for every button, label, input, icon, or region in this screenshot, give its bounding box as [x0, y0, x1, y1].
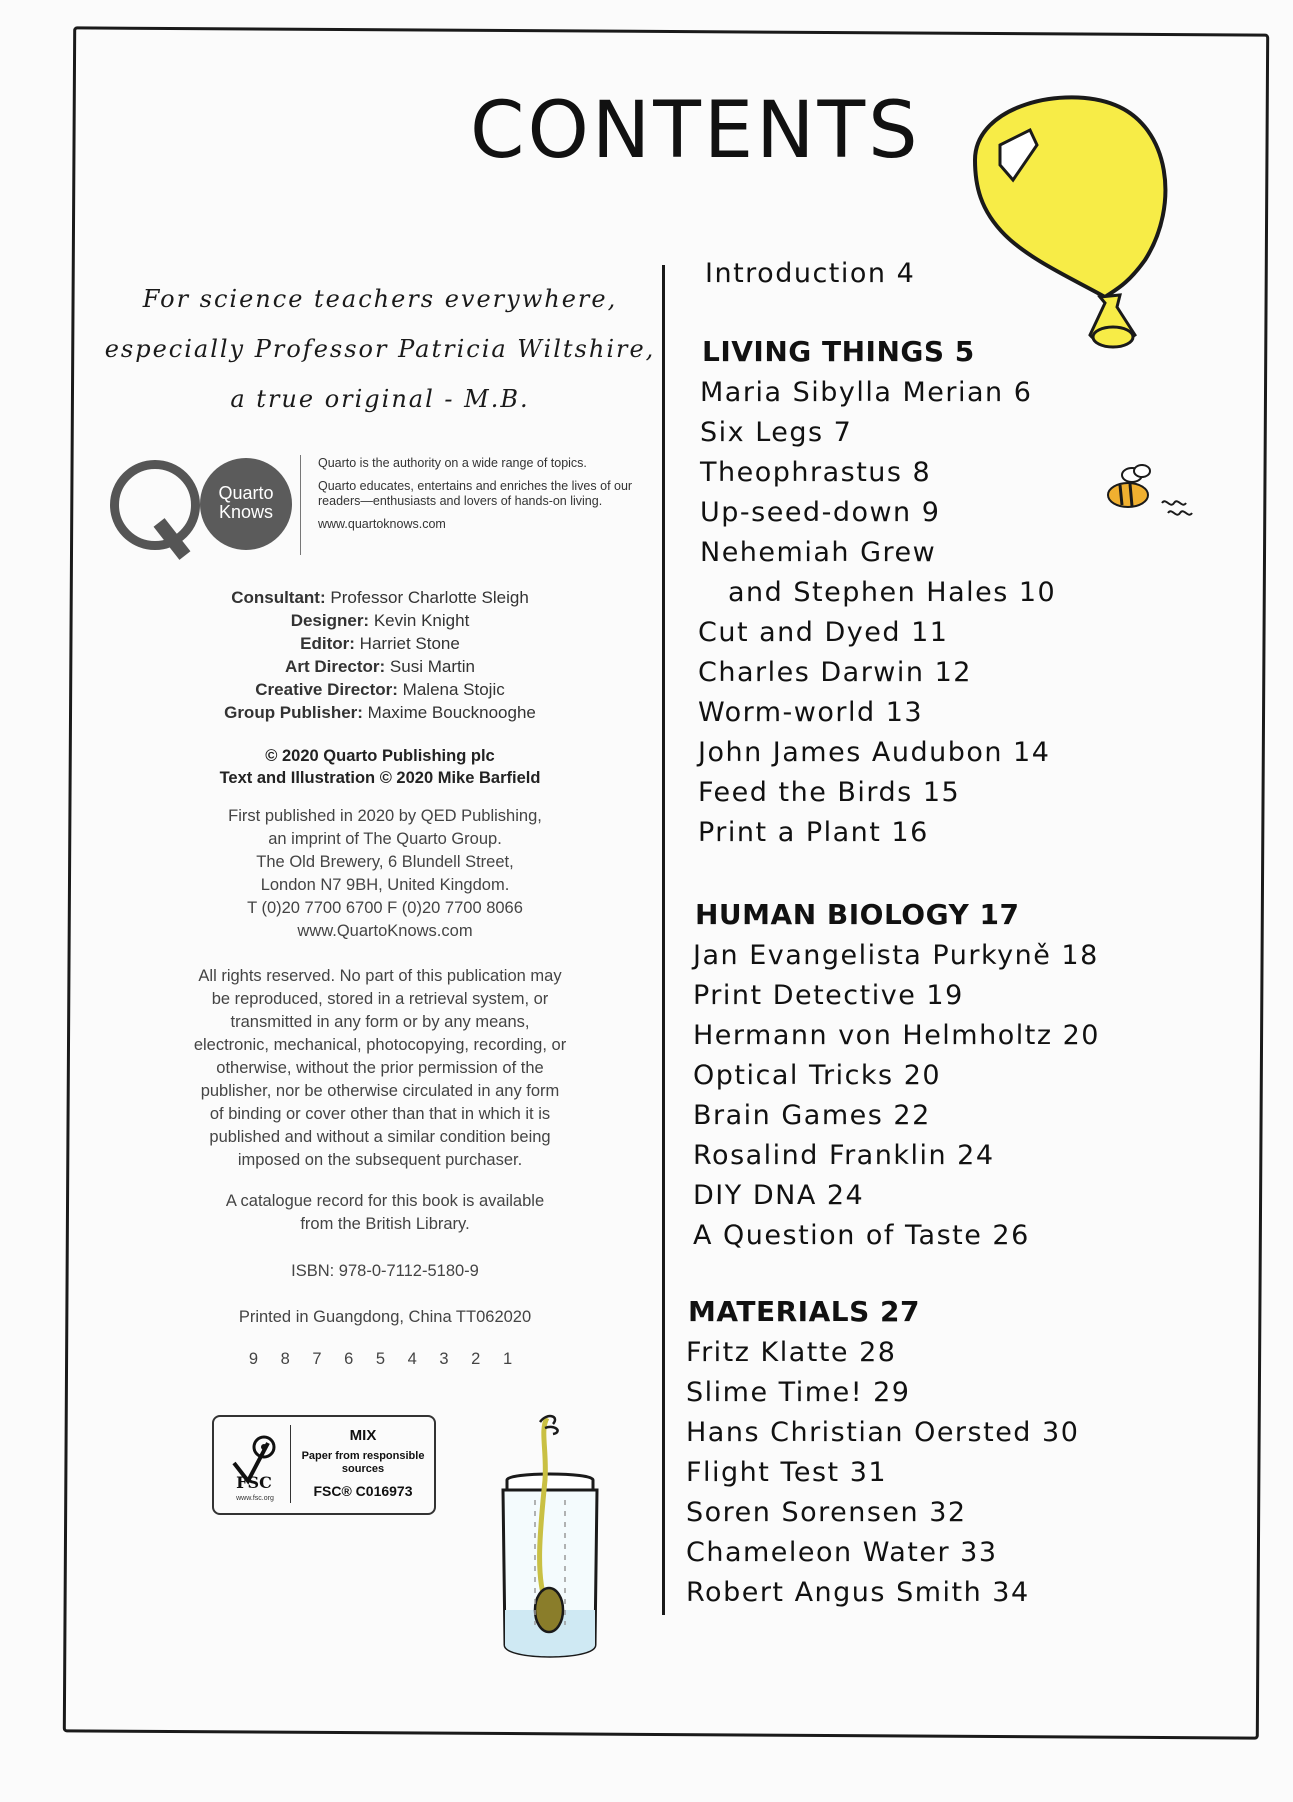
copyright-line-2: Text and Illustration © 2020 Mike Barfield	[219, 769, 541, 787]
credit-line: Group Publisher: Maxime Boucknooghe	[224, 703, 536, 722]
catalogue-record	[150, 1190, 620, 1236]
rights-line: published and without a similar condition being	[209, 1128, 551, 1146]
toc-item: Six Legs 7	[700, 417, 853, 448]
fsc-mix: MIX	[349, 1427, 377, 1444]
publisher-line: First published in 2020 by QED Publishing,	[228, 807, 542, 825]
credit-line: Editor: Harriet Stone	[300, 634, 460, 653]
toc-item: Rosalind Franklin 24	[693, 1140, 995, 1171]
fsc-label	[212, 1415, 436, 1515]
toc-item: John James Audubon 14	[698, 737, 1051, 768]
toc-item: Flight Test 31	[686, 1457, 888, 1488]
print-run-numbers: 9 8 7 6 5 4 3 2 1	[248, 1350, 522, 1368]
logo-divider	[300, 455, 301, 555]
copyright-line-1: © 2020 Quarto Publishing plc	[265, 747, 495, 765]
page-title: CONTENTS	[470, 86, 921, 176]
rights-line: otherwise, without the prior permission of the	[216, 1059, 544, 1077]
logo-text-1: Quarto is the authority on a wide range of topics.	[318, 456, 587, 470]
badge-line-1: Quarto	[218, 483, 274, 503]
toc-item: Cut and Dyed 11	[698, 617, 949, 648]
badge-line-2: Knows	[218, 502, 274, 522]
toc-item: Brain Games 22	[693, 1100, 931, 1131]
toc-item: Soren Sorensen 32	[686, 1497, 967, 1528]
logo-text-2: Quarto educates, entertains and enriches the lives of our readers—enthusiasts and lovers of hands-on living.	[318, 479, 633, 508]
toc-item: Robert Angus Smith 34	[686, 1577, 1030, 1608]
catalogue-line: A catalogue record for this book is available	[225, 1192, 545, 1210]
toc-item: Nehemiah Grew	[700, 537, 937, 568]
toc-item: Slime Time! 29	[686, 1377, 911, 1408]
fsc-code: FSC® C016973	[313, 1483, 413, 1499]
toc-item: Fritz Klatte 28	[686, 1337, 897, 1368]
fsc-site: www.fsc.org	[236, 1495, 274, 1502]
rights-line: transmitted in any form or by any means,	[230, 1013, 530, 1031]
dedication-line-2: especially Professor Patricia Wiltshire,	[104, 335, 656, 363]
fsc-divider	[290, 1425, 291, 1503]
toc-item: Maria Sibylla Merian 6	[700, 377, 1033, 408]
bee-icon	[1100, 455, 1205, 520]
publisher-line: The Old Brewery, 6 Blundell Street,	[256, 853, 514, 871]
fsc-paper: Paper from responsible sources	[301, 1450, 425, 1475]
balloon-illustration	[955, 85, 1205, 355]
publisher-line: London N7 9BH, United Kingdom.	[260, 876, 510, 894]
toc-item: Print a Plant 16	[698, 817, 929, 848]
catalogue-line: from the British Library.	[300, 1215, 470, 1233]
toc-item: Print Detective 19	[693, 980, 964, 1011]
credit-line: Creative Director: Malena Stojic	[255, 680, 505, 699]
toc-item: Optical Tricks 20	[693, 1060, 942, 1091]
dedication-line-3: a true original - M.B.	[230, 385, 530, 413]
toc-item: and Stephen Hales 10	[728, 577, 1057, 608]
toc-item: Chameleon Water 33	[686, 1537, 998, 1568]
toc-item: A Question of Taste 26	[693, 1220, 1030, 1251]
fsc-details	[296, 1427, 430, 1499]
isbn: ISBN: 978-0-7112-5180-9	[291, 1262, 479, 1280]
publisher-line: an imprint of The Quarto Group.	[268, 830, 502, 848]
quarto-q-logo	[110, 460, 200, 550]
dedication-line-1: For science teachers everywhere,	[142, 285, 618, 313]
toc-item: Hermann von Helmholtz 20	[693, 1020, 1100, 1051]
toc-item: Feed the Birds 15	[698, 777, 961, 808]
logo-url: www.quartoknows.com	[318, 517, 446, 531]
toc-item: Up-seed-down 9	[700, 497, 941, 528]
toc-intro: Introduction 4	[705, 258, 916, 289]
rights-line: publisher, nor be otherwise circulated in any form	[200, 1082, 560, 1100]
rights-line: of binding or cover other than that in which it is	[209, 1105, 551, 1123]
quarto-knows-badge	[200, 458, 292, 550]
credits	[160, 586, 600, 724]
toc-item: DIY DNA 24	[693, 1180, 865, 1211]
toc-section-heading: MATERIALS 27	[688, 1295, 920, 1328]
logo-text	[318, 456, 658, 540]
printed-in: Printed in Guangdong, China TT062020	[238, 1308, 532, 1326]
rights-line: electronic, mechanical, photocopying, recording, or	[193, 1036, 567, 1054]
toc-item: Charles Darwin 12	[698, 657, 972, 688]
column-divider	[662, 265, 665, 1615]
toc-item: Hans Christian Oersted 30	[686, 1417, 1080, 1448]
credit-line: Consultant: Professor Charlotte Sleigh	[231, 588, 529, 607]
rights-line: All rights reserved. No part of this publication may	[198, 967, 562, 985]
toc-item: Theophrastus 8	[700, 457, 932, 488]
fsc-logo-text: FSC	[236, 1473, 272, 1492]
toc-section-heading: LIVING THINGS 5	[702, 335, 975, 368]
copyright	[160, 745, 600, 789]
publisher-info	[150, 805, 620, 943]
credit-line: Designer: Kevin Knight	[290, 611, 470, 630]
publisher-line: www.QuartoKnows.com	[297, 922, 473, 940]
rights-line: be reproduced, stored in a retrieval system, or	[211, 990, 549, 1008]
credit-line: Art Director: Susi Martin	[285, 657, 475, 676]
rights-line: imposed on the subsequent purchaser.	[237, 1151, 523, 1169]
publisher-line: T (0)20 7700 6700 F (0)20 7700 8066	[247, 899, 523, 917]
toc-section-heading: HUMAN BIOLOGY 17	[695, 898, 1020, 931]
rights-notice	[135, 965, 625, 1172]
toc-item: Jan Evangelista Purkyně 18	[693, 940, 1099, 971]
toc-item: Worm-world 13	[698, 697, 924, 728]
jar-seedling-illustration	[485, 1410, 615, 1670]
